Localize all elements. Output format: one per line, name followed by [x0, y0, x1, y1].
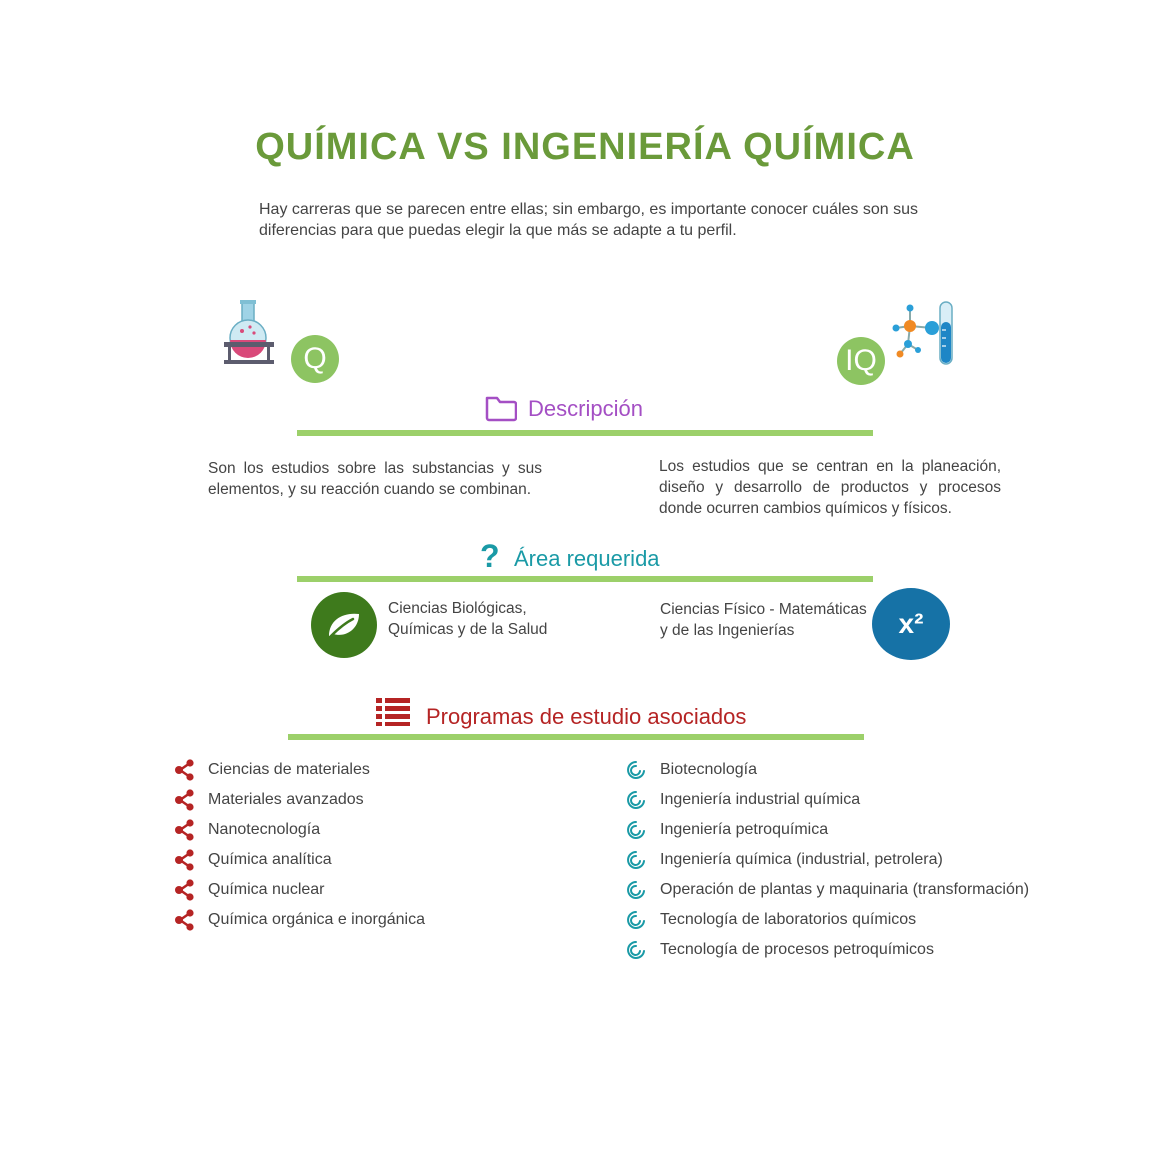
spiral-icon	[626, 910, 660, 930]
leaf-icon	[311, 592, 377, 658]
area-ingenieria-line1: Ciencias Físico - Matemáticas	[660, 601, 867, 618]
area-quimica-line2: Químicas y de la Salud	[388, 621, 548, 638]
programas-ingenieria-list	[626, 755, 1066, 965]
area-heading: Área requerida	[514, 546, 660, 571]
folder-icon	[485, 394, 517, 422]
share-icon	[174, 909, 208, 931]
descripcion-divider	[297, 430, 873, 436]
list-item-label: Ingeniería industrial química	[660, 791, 861, 808]
list-item	[626, 785, 1066, 815]
list-item	[626, 755, 1066, 785]
ingenieria-quimica-badge: IQ	[837, 337, 885, 385]
list-item	[626, 845, 1066, 875]
spiral-icon	[626, 790, 660, 810]
descripcion-ingenieria: Los estudios que se centran en la planeación, diseño y desarrollo de productos y procesos donde ocurren cambios químicos y físicos.	[659, 458, 1001, 517]
list-item-label: Tecnología de laboratorios químicos	[660, 911, 917, 928]
spiral-icon	[626, 760, 660, 780]
superscript-icon: x²	[872, 588, 950, 660]
programas-quimica-list	[174, 755, 594, 935]
list-item-label: Química nuclear	[208, 881, 325, 898]
spiral-icon	[626, 940, 660, 960]
share-icon	[174, 849, 208, 871]
list-item	[174, 785, 594, 815]
list-item-label: Operación de plantas y maquinaria (transformación)	[660, 881, 1030, 898]
list-item-label: Biotecnología	[660, 761, 757, 778]
list-item-label: Ingeniería petroquímica	[660, 821, 829, 838]
share-icon	[174, 879, 208, 901]
area-quimica-line1: Ciencias Biológicas,	[388, 600, 527, 617]
descripcion-quimica: Son los estudios sobre las substancias y sus elementos, y su reacción cuando se combinan.	[208, 460, 542, 498]
list-item	[626, 905, 1066, 935]
list-item-label: Química orgánica e inorgánica	[208, 911, 426, 928]
molecule-test-tube-icon	[890, 300, 956, 368]
intro-text: Hay carreras que se parecen entre ellas; sin embargo, es importante conocer cuáles son sus diferencias para que puedas elegir la que más se adapte a tu perfil.	[259, 201, 919, 239]
list-item	[626, 815, 1066, 845]
spiral-icon	[626, 880, 660, 900]
share-icon	[174, 789, 208, 811]
area-quimica	[388, 598, 547, 640]
list-item-label: Materiales avanzados	[208, 791, 364, 808]
list-item	[174, 815, 594, 845]
area-ingenieria	[660, 599, 867, 641]
list-item	[174, 875, 594, 905]
descripcion-heading: Descripción	[528, 396, 643, 421]
spiral-icon	[626, 820, 660, 840]
list-item	[174, 755, 594, 785]
list-item-label: Ciencias de materiales	[208, 761, 370, 778]
programas-heading: Programas de estudio asociados	[426, 704, 747, 729]
list-item-label: Nanotecnología	[208, 821, 321, 838]
list-icon	[376, 698, 410, 726]
spiral-icon	[626, 850, 660, 870]
page-title: QUÍMICA VS INGENIERÍA QUÍMICA	[255, 126, 915, 168]
list-item-label: Química analítica	[208, 851, 332, 868]
question-icon: ?	[480, 538, 500, 574]
list-item	[174, 905, 594, 935]
flask-icon	[220, 300, 278, 368]
list-item-label: Tecnología de procesos petroquímicos	[660, 941, 934, 958]
share-icon	[174, 819, 208, 841]
list-item	[174, 845, 594, 875]
list-item	[626, 875, 1066, 905]
programas-divider	[288, 734, 864, 740]
list-item	[626, 935, 1066, 965]
share-icon	[174, 759, 208, 781]
quimica-badge: Q	[291, 335, 339, 383]
list-item-label: Ingeniería química (industrial, petrolera)	[660, 851, 943, 868]
area-ingenieria-line2: y de las Ingenierías	[660, 622, 795, 639]
area-divider	[297, 576, 873, 582]
